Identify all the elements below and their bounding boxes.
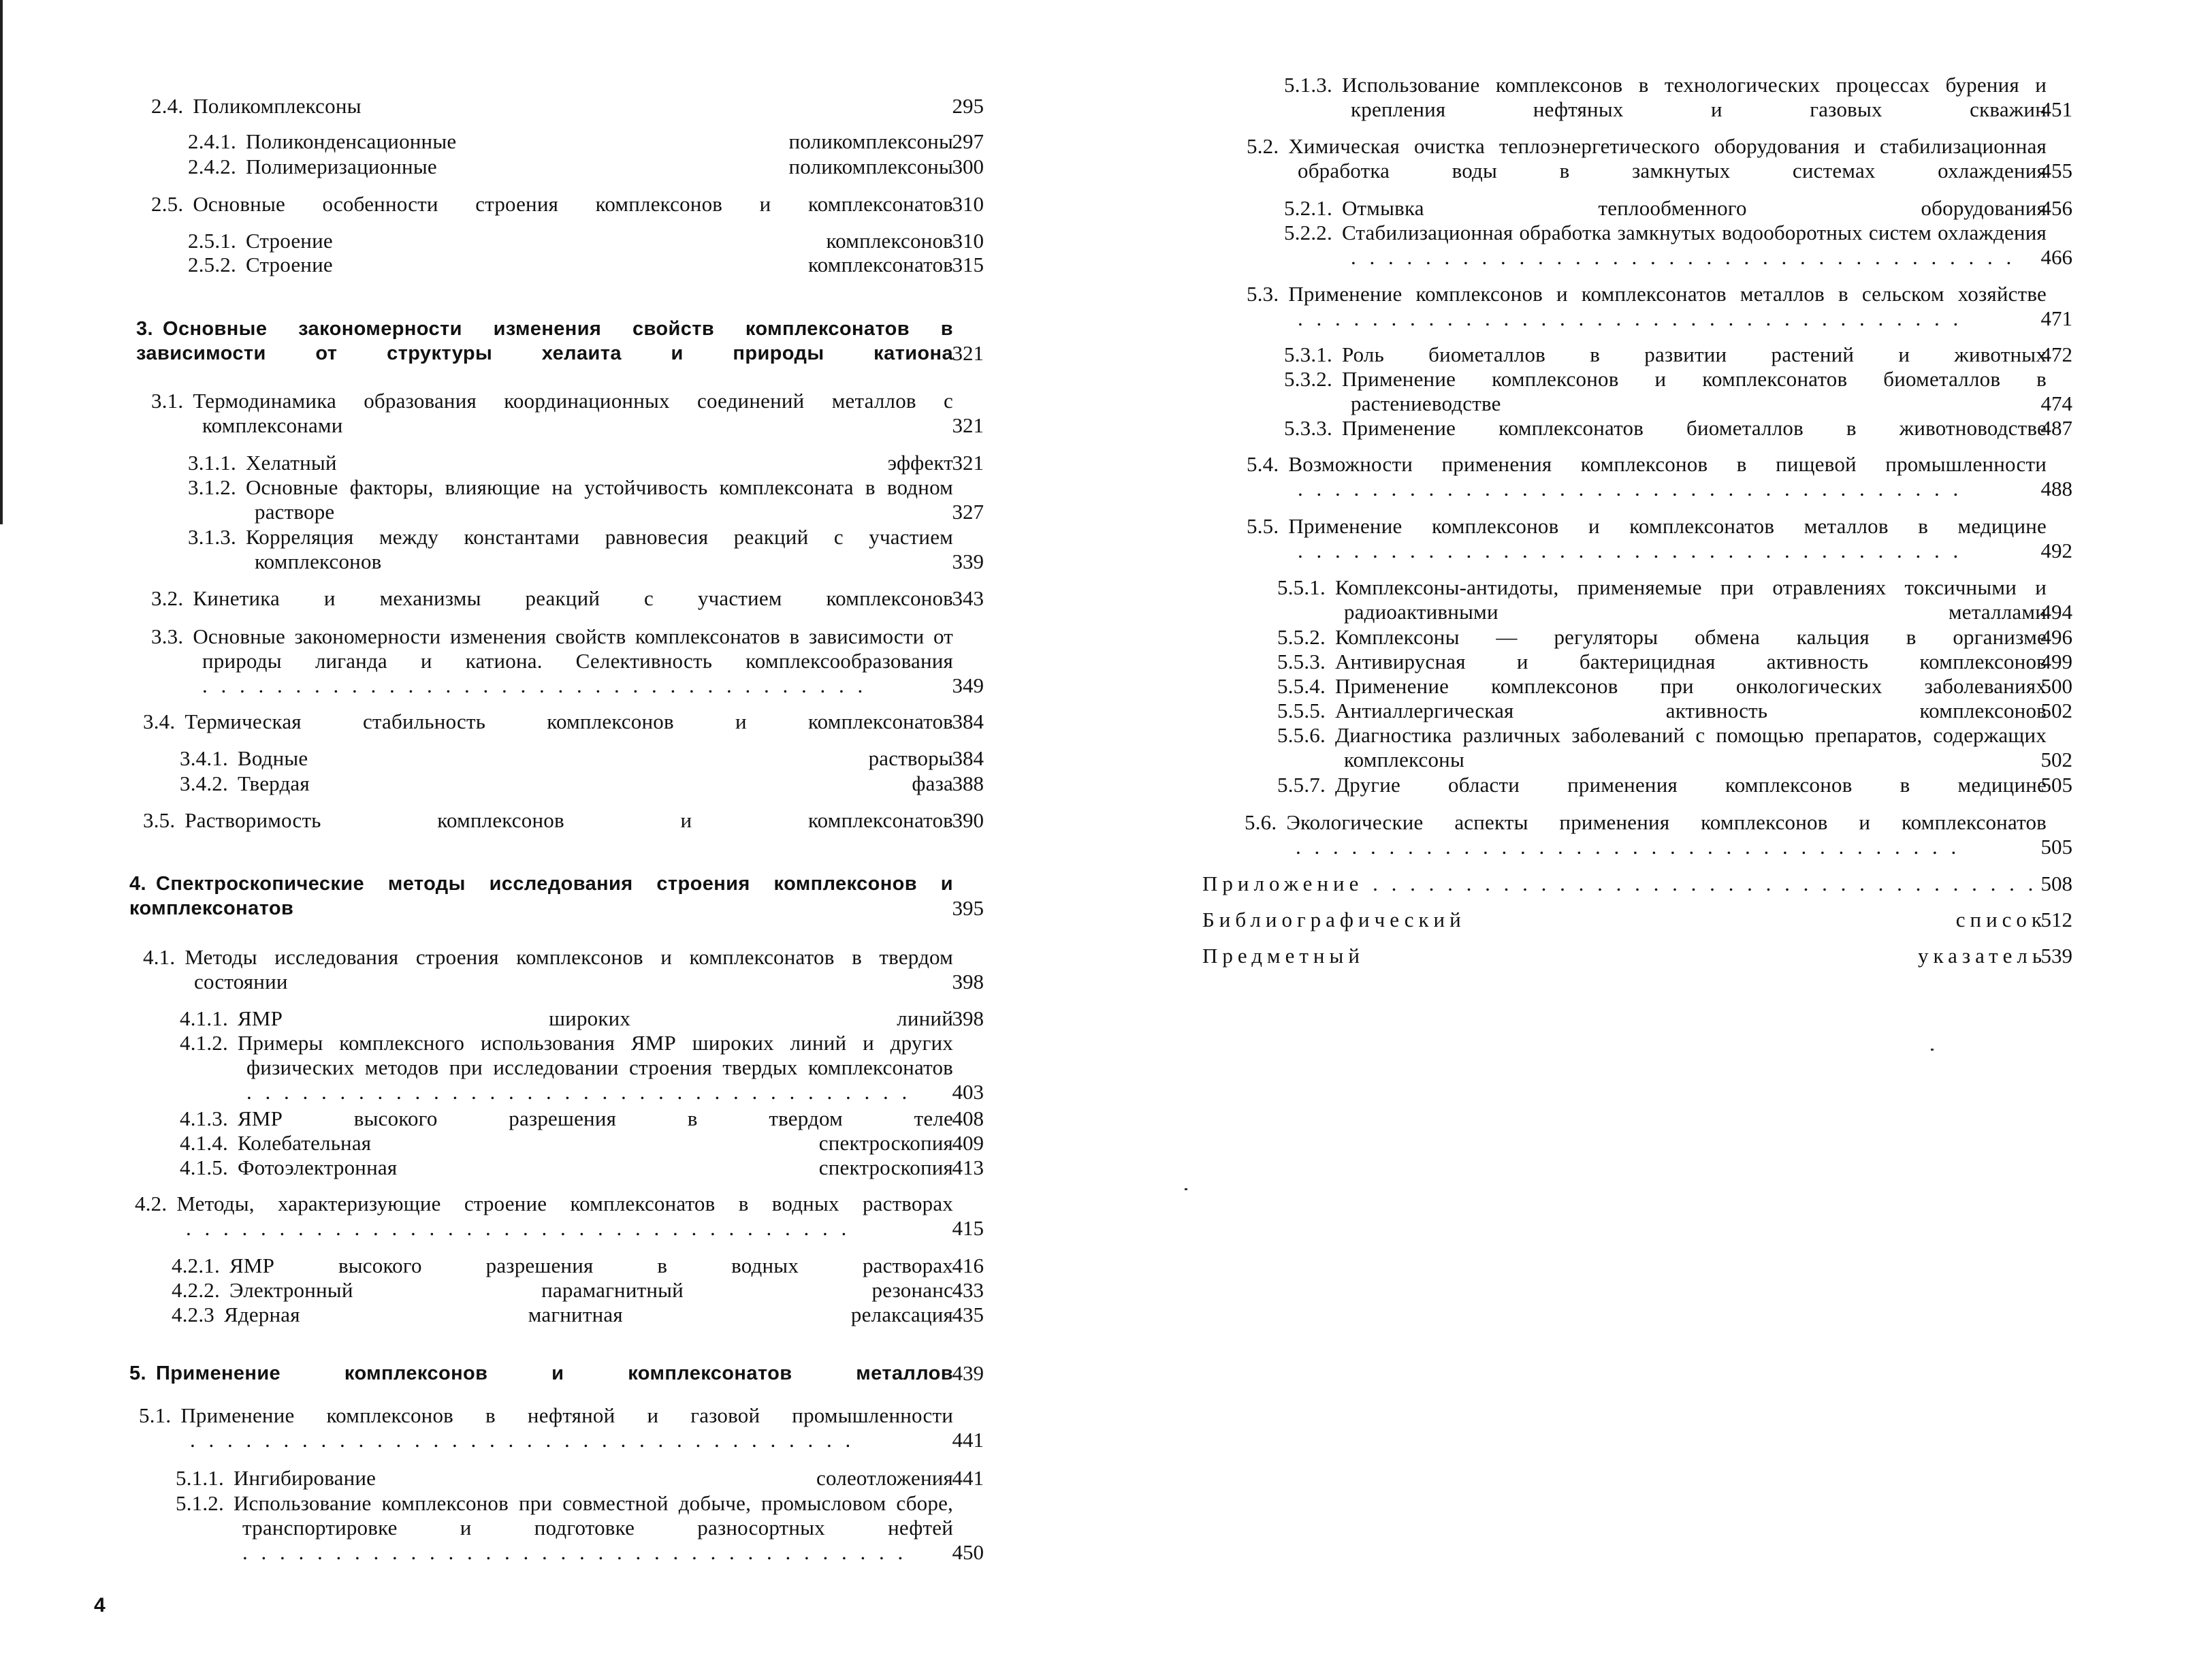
toc-page-number: 297 bbox=[952, 129, 984, 153]
toc-entry-title: ЯМР широких линий bbox=[237, 1006, 953, 1030]
toc-page-number: 455 bbox=[2040, 159, 2072, 182]
toc-entry-3-2 bbox=[151, 586, 953, 611]
toc-entry-title: Ингибирование солеотложения bbox=[233, 1466, 953, 1490]
toc-page-number: 496 bbox=[2040, 625, 2072, 649]
toc-page-number: 435 bbox=[952, 1303, 984, 1326]
dot-leader: . . . . . . . . . . . . . . . . . . . . . . . . . . . . . . . . . . . . bbox=[1298, 477, 1963, 500]
toc-page-number: 321 bbox=[952, 451, 984, 475]
toc-entry-matter-19 bbox=[1202, 908, 2047, 932]
toc-entry-number: 5.5.7. bbox=[1277, 773, 1326, 797]
toc-entry-number: 4.1.1. bbox=[180, 1006, 228, 1030]
toc-entry-title: Электронный парамагнитный резонанс bbox=[229, 1278, 953, 1302]
scan-speck bbox=[1185, 1188, 1187, 1190]
dot-leader: . . . . . . . . . . . . . . . . . . . . . . . . . . . . . . . . . . . . bbox=[246, 1080, 912, 1104]
toc-entry-title: Диагностика различных заболеваний с помощью препаратов, содержащих комплексоны bbox=[1334, 723, 2047, 771]
toc-page-number: 508 bbox=[2040, 872, 2072, 895]
toc-entry-number: 3.1. bbox=[151, 389, 184, 413]
toc-entry-5-6 bbox=[1245, 810, 2047, 859]
toc-page-number: 384 bbox=[952, 710, 984, 733]
toc-entry-title: Предметный указатель bbox=[1202, 944, 2047, 968]
page-folio: 4 bbox=[94, 1594, 106, 1616]
toc-entry-number: 3.5. bbox=[143, 808, 176, 832]
toc-page-number: 441 bbox=[952, 1428, 984, 1452]
toc-entry-title: Использование комплексонов при совместной добыче, промысловом сборе, транспортировке и подготовке разносортных нефтей bbox=[233, 1491, 953, 1540]
toc-page-number: 499 bbox=[2040, 650, 2072, 673]
toc-entry-title: Роль биометаллов в развитии растений и животных bbox=[1341, 342, 2047, 366]
toc-entry-title: Основные особенности строения комплексонов и комплексонатов bbox=[193, 192, 953, 216]
toc-entry-title: Основные закономерности изменения свойств комплексонатов в зависимости от природы лиганда и катиона. Селективность комплексообразования bbox=[193, 624, 953, 673]
toc-entry-title: Колебательная спектроскопия bbox=[237, 1131, 953, 1155]
toc-entry-3-1-2 bbox=[188, 475, 953, 524]
toc-entry-title: Водные растворы bbox=[237, 746, 953, 770]
toc-entry-3-1-3 bbox=[188, 525, 953, 574]
toc-entry-5-5-6 bbox=[1277, 723, 2047, 772]
toc-entry-3-4 bbox=[143, 710, 953, 734]
scan-speck bbox=[1931, 1049, 1934, 1051]
toc-page-number: 505 bbox=[2040, 773, 2072, 797]
toc-entry-3-3 bbox=[151, 624, 953, 698]
toc-page-number: 505 bbox=[2040, 835, 2072, 859]
toc-entry-5-1-3 bbox=[1284, 73, 2047, 122]
toc-entry-4-1-4 bbox=[180, 1131, 953, 1156]
toc-entry-number: 5.5.5. bbox=[1277, 699, 1326, 722]
toc-entry-title: Приложение bbox=[1202, 872, 1364, 895]
toc-entry-title: Отмывка теплообменного оборудования bbox=[1341, 196, 2047, 220]
toc-entry-number: 3.1.1. bbox=[188, 451, 236, 475]
toc-page-number: 408 bbox=[952, 1106, 984, 1130]
toc-page-number: 512 bbox=[2040, 908, 2072, 931]
toc-entry-5-2-2 bbox=[1284, 221, 2047, 270]
toc-page-number: 339 bbox=[952, 549, 984, 573]
toc-entry-5-2-1 bbox=[1284, 196, 2047, 221]
toc-page-number: 415 bbox=[952, 1216, 984, 1240]
toc-entry-number: 2.5.1. bbox=[188, 229, 236, 253]
toc-entry-number: 5.5. bbox=[1247, 514, 1279, 538]
toc-entry-number: 4.2.3 bbox=[172, 1303, 214, 1326]
toc-entry-title: Применение комплексонов в нефтяной и газовой промышленности bbox=[180, 1403, 953, 1427]
toc-entry-5-4 bbox=[1247, 452, 2047, 501]
toc-page-number: 395 bbox=[952, 896, 984, 920]
toc-chapter-3 bbox=[112, 317, 953, 366]
toc-entry-title: Библиографический список bbox=[1202, 908, 2047, 931]
toc-entry-number: 5.2.1. bbox=[1284, 196, 1332, 220]
dot-leader: . . . . . . . . . . . . . . . . . . . . . . . . . . . . . . . . . . . . bbox=[1296, 835, 1961, 859]
toc-entry-5-3-1 bbox=[1284, 342, 2047, 367]
toc-page-number: 300 bbox=[952, 155, 984, 178]
toc-page-number: 388 bbox=[952, 771, 984, 795]
toc-entry-number: 5.4. bbox=[1247, 452, 1279, 476]
dot-leader: . . . . . . . . . . . . . . . . . . . . . . . . . . . . . . . . . . . . bbox=[190, 1428, 855, 1452]
toc-entry-2-4 bbox=[151, 94, 953, 118]
toc-entry-title: Методы исследования строения комплексонов и комплексонатов в твердом состоянии bbox=[185, 945, 953, 993]
toc-entry-number: 4.1.5. bbox=[180, 1156, 228, 1179]
toc-entry-number: 4. bbox=[129, 873, 146, 895]
toc-page-number: 450 bbox=[952, 1540, 984, 1564]
toc-entry-number: 4.2. bbox=[135, 1192, 167, 1215]
toc-entry-4-2 bbox=[135, 1192, 953, 1241]
toc-page-number: 502 bbox=[2040, 699, 2072, 722]
toc-entry-number: 5.3.1. bbox=[1284, 342, 1332, 366]
toc-entry-number: 5.5.1. bbox=[1277, 575, 1326, 599]
toc-entry-number: 5.5.4. bbox=[1277, 674, 1326, 698]
toc-page-number: 398 bbox=[952, 970, 984, 993]
toc-entry-title: Экологические аспекты применения комплексонов и комплексонатов bbox=[1286, 810, 2047, 834]
toc-entry-title: Растворимость комплексонов и комплексонатов bbox=[185, 808, 953, 832]
toc-page-number: 343 bbox=[952, 586, 984, 610]
toc-entry-number: 5.3.3. bbox=[1284, 416, 1332, 440]
toc-entry-number: 2.5.2. bbox=[188, 253, 236, 276]
toc-entry-title: Хелатный эффект bbox=[245, 451, 953, 475]
toc-entry-title: Кинетика и механизмы реакций с участием комплексонов bbox=[193, 586, 953, 610]
toc-entry-number: 5.1.3. bbox=[1284, 73, 1332, 97]
toc-entry-number: 5.3. bbox=[1247, 282, 1279, 306]
toc-entry-5-3-3 bbox=[1284, 416, 2047, 441]
dot-leader: . . . . . . . . . . . . . . . . . . . . . . . . . . . . . . . . . . . . bbox=[1298, 539, 1963, 562]
toc-entry-title: Поликонденсационные поликомплексоны bbox=[245, 129, 953, 153]
toc-entry-title: Применение комплексонов и комплексонатов металлов в сельском хозяйстве bbox=[1288, 282, 2047, 306]
toc-entry-5-1 bbox=[139, 1403, 953, 1452]
toc-entry-number: 5.1. bbox=[139, 1403, 172, 1427]
toc-entry-number: 5.6. bbox=[1245, 810, 1277, 834]
toc-entry-number: 4.1. bbox=[143, 945, 176, 969]
toc-page-number: 439 bbox=[952, 1361, 984, 1385]
toc-entry-4-2-1 bbox=[172, 1254, 953, 1278]
toc-entry-number: 5.5.6. bbox=[1277, 723, 1326, 747]
toc-entry-number: 3.4.2. bbox=[180, 771, 228, 795]
toc-entry-title: Твердая фаза bbox=[237, 771, 953, 795]
toc-page-number: 474 bbox=[2040, 392, 2072, 415]
toc-entry-number: 3.1.2. bbox=[188, 475, 236, 499]
toc-entry-title: Применение комплексонов и комплексонатов металлов bbox=[156, 1363, 953, 1384]
toc-entry-title: Другие области применения комплексонов в медицине bbox=[1334, 773, 2047, 797]
toc-page-number: 492 bbox=[2040, 539, 2072, 562]
toc-entry-title: Комплексоны — регуляторы обмена кальция в организме bbox=[1334, 625, 2047, 649]
toc-entry-number: 2.4.2. bbox=[188, 155, 236, 178]
toc-entry-title: ЯМР высокого разрешения в водных растворах bbox=[229, 1254, 953, 1277]
toc-entry-number: 5.3.2. bbox=[1284, 367, 1332, 391]
toc-page-number: 488 bbox=[2040, 477, 2072, 500]
toc-entry-5-1-2 bbox=[176, 1491, 953, 1565]
toc-entry-title: Спектроскопические методы исследования строения комплексонов и комплексонатов bbox=[129, 873, 953, 919]
toc-page-number: 295 bbox=[952, 94, 984, 118]
toc-page-number: 398 bbox=[952, 1006, 984, 1030]
toc-entry-number: 5.1.1. bbox=[176, 1466, 224, 1490]
toc-entry-title: Использование комплексонов в технологических процессах бурения и крепления нефтяных и газовых скважин bbox=[1341, 73, 2047, 121]
toc-entry-2-5 bbox=[151, 192, 953, 217]
toc-page-number: 413 bbox=[952, 1156, 984, 1179]
toc-entry-number: 5.5.3. bbox=[1277, 650, 1326, 673]
toc-entry-title: Антивирусная и бактерицидная активность комплексонов bbox=[1334, 650, 2047, 673]
toc-page-number: 321 bbox=[952, 341, 984, 365]
toc-chapter-5 bbox=[102, 1361, 953, 1386]
dot-leader: . . . . . . . . . . . . . . . . . . . . . . . . . . . . . . . . . . . . bbox=[1298, 306, 1963, 330]
toc-entry-4-1-5 bbox=[180, 1156, 953, 1180]
toc-page-number: 403 bbox=[952, 1080, 984, 1104]
toc-entry-title: ЯМР высокого разрешения в твердом теле bbox=[237, 1106, 953, 1130]
toc-entry-number: 2.4. bbox=[151, 94, 184, 118]
toc-page-number: 466 bbox=[2040, 245, 2072, 269]
toc-entry-title: Термодинамика образования координационных соединений металлов с комплексонами bbox=[193, 389, 953, 437]
toc-chapter-4 bbox=[102, 872, 953, 921]
toc-page-number: 471 bbox=[2040, 306, 2072, 330]
dot-leader: . . . . . . . . . . . . . . . . . . . . . . . . . . . . . . . . . . . . bbox=[186, 1216, 851, 1240]
toc-page-number: 310 bbox=[952, 192, 984, 216]
toc-entry-5-2 bbox=[1247, 134, 2047, 183]
toc-entry-title: Антиаллергическая активность комплексонов bbox=[1334, 699, 2047, 722]
toc-entry-4-1-1 bbox=[180, 1006, 953, 1031]
toc-entry-number: 3.1.3. bbox=[188, 525, 236, 549]
toc-entry-3-4-2 bbox=[180, 771, 953, 796]
toc-entry-5-5-2 bbox=[1277, 625, 2047, 650]
toc-page-number: 500 bbox=[2040, 674, 2072, 698]
toc-entry-5-3 bbox=[1247, 282, 2047, 331]
toc-entry-title: Термическая стабильность комплексонов и комплексонатов bbox=[185, 710, 953, 733]
toc-entry-2-4-1 bbox=[188, 129, 953, 154]
toc-entry-title: Применение комплексонов и комплексонатов биометаллов в растениеводстве bbox=[1341, 367, 2047, 415]
toc-entry-title: Примеры комплексного использования ЯМР широких линий и других физических методов при исследовании строения твердых комплексонатов bbox=[237, 1031, 953, 1079]
toc-entry-5-5-5 bbox=[1277, 699, 2047, 723]
toc-entry-number: 5.2. bbox=[1247, 134, 1279, 158]
toc-entry-3-1-1 bbox=[188, 451, 953, 475]
toc-entry-5-3-2 bbox=[1284, 367, 2047, 416]
toc-page-number: 456 bbox=[2040, 196, 2072, 220]
toc-entry-title: Применение комплексонатов биометаллов в животноводстве bbox=[1341, 416, 2047, 440]
toc-entry-5-1-1 bbox=[176, 1466, 953, 1491]
toc-entry-title: Строение комплексонов bbox=[245, 229, 953, 253]
dot-leader: . . . . . . . . . . . . . . . . . . . . . . . . . . . . . . . . . . . . bbox=[1363, 872, 2038, 895]
toc-entry-title: Основные факторы, влияющие на устойчивость комплексоната в водном растворе bbox=[245, 475, 953, 524]
toc-page-number: 494 bbox=[2040, 600, 2072, 624]
toc-entry-title: Фотоэлектронная спектроскопия bbox=[237, 1156, 953, 1179]
toc-entry-4-2-2 bbox=[172, 1278, 953, 1303]
toc-entry-5-5-3 bbox=[1277, 650, 2047, 674]
toc-entry-title: Основные закономерности изменения свойств комплексонатов в зависимости от структуры хелаита и природы катиона bbox=[136, 318, 953, 364]
toc-entry-number: 2.5. bbox=[151, 192, 184, 216]
toc-entry-number: 2.4.1. bbox=[188, 129, 236, 153]
toc-entry-4-1-2 bbox=[180, 1031, 953, 1104]
toc-entry-title: Ядерная магнитная релаксация bbox=[224, 1303, 953, 1326]
toc-page-number: 451 bbox=[2040, 97, 2072, 121]
toc-entry-number: 4.2.2. bbox=[172, 1278, 220, 1302]
toc-entry-4-1-3 bbox=[180, 1106, 953, 1131]
toc-entry-title: Поликомплексоны bbox=[193, 94, 362, 118]
toc-page-number: 487 bbox=[2040, 416, 2072, 440]
toc-entry-3-4-1 bbox=[180, 746, 953, 771]
toc-page-number: 390 bbox=[952, 808, 984, 832]
toc-entry-number: 4.1.4. bbox=[180, 1131, 228, 1155]
toc-page-number: 416 bbox=[952, 1254, 984, 1277]
toc-entry-5-5 bbox=[1247, 514, 2047, 563]
toc-entry-title: Применение комплексонов и комплексонатов металлов в медицине bbox=[1288, 514, 2047, 538]
toc-entry-number: 4.1.3. bbox=[180, 1106, 228, 1130]
toc-page-number: 384 bbox=[952, 746, 984, 770]
toc-entry-title: Строение комплексонатов bbox=[245, 253, 953, 276]
toc-page-number: 441 bbox=[952, 1466, 984, 1490]
dot-leader: . . . . . . . . . . . . . . . . . . . . . . . . . . . . . . . . . . . . bbox=[202, 673, 867, 697]
toc-entry-4-1 bbox=[143, 945, 953, 994]
toc-entry-number: 3.2. bbox=[151, 586, 184, 610]
toc-entry-number: 5. bbox=[129, 1363, 146, 1384]
toc-entry-2-4-2 bbox=[188, 155, 953, 179]
toc-entry-number: 3. bbox=[136, 318, 153, 340]
toc-page-number: 327 bbox=[952, 500, 984, 524]
toc-entry-title: Корреляция между константами равновесия реакций с участием комплексонов bbox=[245, 525, 953, 573]
dot-leader: . . . . . . . . . . . . . . . . . . . . . . . . . . . . . . . . . . . . bbox=[242, 1540, 908, 1564]
toc-page-number: 502 bbox=[2040, 748, 2072, 771]
toc-entry-matter-20 bbox=[1202, 944, 2047, 968]
toc-entry-title: Применение комплексонов при онкологических заболеваниях bbox=[1334, 674, 2047, 698]
toc-entry-2-5-2 bbox=[188, 253, 953, 277]
scan-edge-mark bbox=[0, 0, 3, 524]
toc-entry-number: 4.1.2. bbox=[180, 1031, 228, 1055]
toc-entry-title: Возможности применения комплексонов в пищевой промышленности bbox=[1288, 452, 2047, 476]
toc-page-number: 433 bbox=[952, 1278, 984, 1302]
toc-page-number: 321 bbox=[952, 413, 984, 437]
toc-entry-3-5 bbox=[143, 808, 953, 833]
toc-page-number: 349 bbox=[952, 673, 984, 697]
toc-entry-title: Химическая очистка теплоэнергетического оборудования и стабилизационная обработка воды в замкнутых системах охлаждения bbox=[1288, 134, 2047, 182]
toc-entry-5-5-1 bbox=[1277, 575, 2047, 624]
toc-entry-number: 5.1.2. bbox=[176, 1491, 224, 1515]
right-page bbox=[1106, 0, 2212, 1673]
toc-entry-number: 3.4.1. bbox=[180, 746, 228, 770]
toc-entry-5-5-4 bbox=[1277, 674, 2047, 699]
toc-page-number: 472 bbox=[2040, 342, 2072, 366]
toc-entry-matter-18 bbox=[1202, 872, 2047, 896]
toc-entry-number: 3.4. bbox=[143, 710, 176, 733]
toc-entry-title: Стабилизационная обработка замкнутых водооборотных систем охлаждения bbox=[1341, 221, 2047, 244]
toc-page-number: 409 bbox=[952, 1131, 984, 1155]
toc-entry-number: 5.2.2. bbox=[1284, 221, 1332, 244]
toc-entry-title: Комплексоны-антидоты, применяемые при отравлениях токсичными и радиоактивными металлами bbox=[1334, 575, 2047, 624]
toc-entry-number: 5.5.2. bbox=[1277, 625, 1326, 649]
toc-entry-title: Полимеризационные поликомплексоны bbox=[245, 155, 953, 178]
toc-entry-title: Методы, характеризующие строение комплексонатов в водных растворах bbox=[176, 1192, 953, 1215]
toc-page-number: 315 bbox=[952, 253, 984, 276]
toc-entry-number: 3.3. bbox=[151, 624, 184, 648]
toc-entry-2-5-1 bbox=[188, 229, 953, 253]
toc-entry-5-5-7 bbox=[1277, 773, 2047, 797]
toc-entry-4-2-3 bbox=[172, 1303, 953, 1327]
toc-entry-3-1 bbox=[151, 389, 953, 438]
dot-leader: . . . . . . . . . . . . . . . . . . . . . . . . . . . . . . . . . . . . bbox=[1351, 245, 2016, 269]
toc-page-number: 310 bbox=[952, 229, 984, 253]
toc-entry-number: 4.2.1. bbox=[172, 1254, 220, 1277]
toc-page-number: 539 bbox=[2040, 944, 2072, 968]
